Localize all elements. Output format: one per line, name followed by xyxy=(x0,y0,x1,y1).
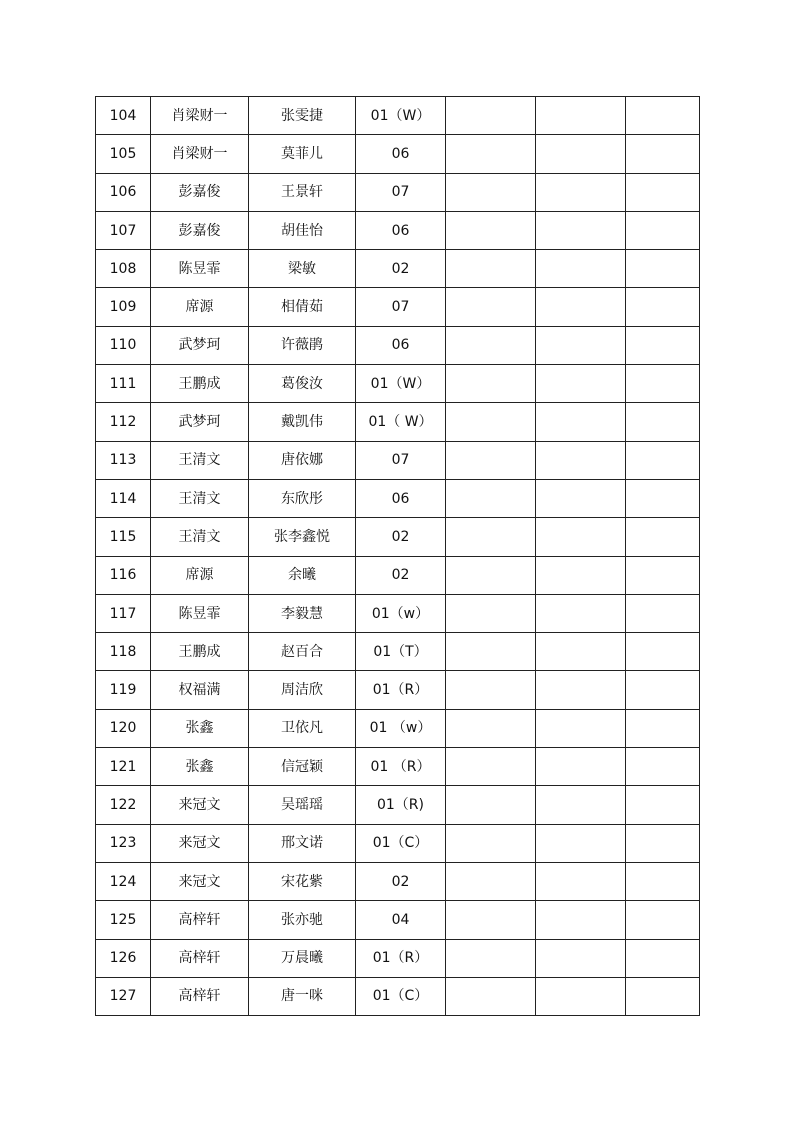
name-cell: 王景轩 xyxy=(249,173,356,211)
row-number-cell: 126 xyxy=(96,939,151,977)
column-b-cell: 王鹏成 xyxy=(151,633,249,671)
code-cell: 02 xyxy=(356,250,446,288)
name-cell: 莫菲儿 xyxy=(249,135,356,173)
code-cell: 06 xyxy=(356,211,446,249)
empty-cell xyxy=(626,403,700,441)
code-cell: 01（R） xyxy=(356,671,446,709)
empty-cell xyxy=(446,939,536,977)
table-row xyxy=(96,901,700,939)
row-number-cell: 124 xyxy=(96,862,151,900)
empty-cell xyxy=(446,824,536,862)
empty-cell xyxy=(626,824,700,862)
row-number-cell: 110 xyxy=(96,326,151,364)
empty-cell xyxy=(626,862,700,900)
table-row xyxy=(96,173,700,211)
name-cell: 戴凯伟 xyxy=(249,403,356,441)
empty-cell xyxy=(536,441,626,479)
name-cell: 吴瑶瑶 xyxy=(249,786,356,824)
column-b-cell: 王清文 xyxy=(151,441,249,479)
empty-cell xyxy=(446,633,536,671)
row-number-cell: 119 xyxy=(96,671,151,709)
empty-cell xyxy=(626,633,700,671)
empty-cell xyxy=(626,594,700,632)
column-b-cell: 肖梁财一 xyxy=(151,97,249,135)
row-number-cell: 123 xyxy=(96,824,151,862)
empty-cell xyxy=(626,786,700,824)
code-cell: 01（w） xyxy=(356,594,446,632)
empty-cell xyxy=(536,939,626,977)
empty-cell xyxy=(536,250,626,288)
empty-cell xyxy=(626,211,700,249)
row-number-cell: 118 xyxy=(96,633,151,671)
name-cell: 张亦驰 xyxy=(249,901,356,939)
empty-cell xyxy=(446,441,536,479)
column-b-cell: 王清文 xyxy=(151,479,249,517)
column-b-cell: 高梓轩 xyxy=(151,901,249,939)
column-b-cell: 权福满 xyxy=(151,671,249,709)
code-cell: 01（R) xyxy=(356,786,446,824)
column-b-cell: 彭嘉俊 xyxy=(151,173,249,211)
empty-cell xyxy=(626,939,700,977)
empty-cell xyxy=(446,977,536,1015)
code-cell: 06 xyxy=(356,135,446,173)
row-number-cell: 114 xyxy=(96,479,151,517)
empty-cell xyxy=(446,403,536,441)
roster-table xyxy=(95,96,700,1016)
name-cell: 邢文诺 xyxy=(249,824,356,862)
name-cell: 赵百合 xyxy=(249,633,356,671)
empty-cell xyxy=(446,326,536,364)
empty-cell xyxy=(626,479,700,517)
empty-cell xyxy=(446,556,536,594)
name-cell: 张雯捷 xyxy=(249,97,356,135)
row-number-cell: 121 xyxy=(96,748,151,786)
table-row xyxy=(96,671,700,709)
column-b-cell: 武梦珂 xyxy=(151,403,249,441)
row-number-cell: 115 xyxy=(96,518,151,556)
empty-cell xyxy=(626,288,700,326)
empty-cell xyxy=(536,748,626,786)
empty-cell xyxy=(536,671,626,709)
table-row xyxy=(96,862,700,900)
column-b-cell: 王清文 xyxy=(151,518,249,556)
empty-cell xyxy=(536,135,626,173)
empty-cell xyxy=(536,556,626,594)
empty-cell xyxy=(626,250,700,288)
table-row xyxy=(96,479,700,517)
empty-cell xyxy=(446,135,536,173)
row-number-cell: 109 xyxy=(96,288,151,326)
empty-cell xyxy=(446,97,536,135)
table-row xyxy=(96,211,700,249)
row-number-cell: 120 xyxy=(96,709,151,747)
table-row xyxy=(96,250,700,288)
column-b-cell: 高梓轩 xyxy=(151,977,249,1015)
column-b-cell: 高梓轩 xyxy=(151,939,249,977)
empty-cell xyxy=(536,786,626,824)
column-b-cell: 来冠文 xyxy=(151,862,249,900)
code-cell: 04 xyxy=(356,901,446,939)
empty-cell xyxy=(536,479,626,517)
empty-cell xyxy=(626,709,700,747)
column-b-cell: 张鑫 xyxy=(151,709,249,747)
empty-cell xyxy=(626,173,700,211)
empty-cell xyxy=(626,748,700,786)
table-row xyxy=(96,556,700,594)
empty-cell xyxy=(446,518,536,556)
row-number-cell: 104 xyxy=(96,97,151,135)
empty-cell xyxy=(446,862,536,900)
empty-cell xyxy=(446,901,536,939)
table-row xyxy=(96,326,700,364)
empty-cell xyxy=(626,441,700,479)
empty-cell xyxy=(626,671,700,709)
table-row xyxy=(96,403,700,441)
name-cell: 胡佳怡 xyxy=(249,211,356,249)
empty-cell xyxy=(536,824,626,862)
column-b-cell: 武梦珂 xyxy=(151,326,249,364)
code-cell: 02 xyxy=(356,556,446,594)
empty-cell xyxy=(536,977,626,1015)
column-b-cell: 陈昱霏 xyxy=(151,250,249,288)
row-number-cell: 122 xyxy=(96,786,151,824)
column-b-cell: 彭嘉俊 xyxy=(151,211,249,249)
row-number-cell: 117 xyxy=(96,594,151,632)
code-cell: 01（C） xyxy=(356,977,446,1015)
empty-cell xyxy=(536,594,626,632)
name-cell: 卫依凡 xyxy=(249,709,356,747)
name-cell: 许薇鹃 xyxy=(249,326,356,364)
table-row xyxy=(96,97,700,135)
table-row xyxy=(96,824,700,862)
table-row xyxy=(96,786,700,824)
row-number-cell: 111 xyxy=(96,365,151,403)
table-row xyxy=(96,441,700,479)
code-cell: 01 （R） xyxy=(356,748,446,786)
row-number-cell: 105 xyxy=(96,135,151,173)
table-body xyxy=(96,97,700,1016)
empty-cell xyxy=(446,786,536,824)
empty-cell xyxy=(626,977,700,1015)
column-b-cell: 王鹏成 xyxy=(151,365,249,403)
column-b-cell: 来冠文 xyxy=(151,786,249,824)
name-cell: 梁敏 xyxy=(249,250,356,288)
code-cell: 07 xyxy=(356,288,446,326)
table-row xyxy=(96,939,700,977)
empty-cell xyxy=(626,556,700,594)
empty-cell xyxy=(536,173,626,211)
table-row xyxy=(96,633,700,671)
table-row xyxy=(96,594,700,632)
column-b-cell: 来冠文 xyxy=(151,824,249,862)
code-cell: 01（T） xyxy=(356,633,446,671)
row-number-cell: 106 xyxy=(96,173,151,211)
row-number-cell: 113 xyxy=(96,441,151,479)
empty-cell xyxy=(536,288,626,326)
empty-cell xyxy=(446,365,536,403)
name-cell: 万晨曦 xyxy=(249,939,356,977)
code-cell: 07 xyxy=(356,441,446,479)
table-row xyxy=(96,135,700,173)
name-cell: 唐一咪 xyxy=(249,977,356,1015)
column-b-cell: 席源 xyxy=(151,556,249,594)
code-cell: 01（ W） xyxy=(356,403,446,441)
row-number-cell: 116 xyxy=(96,556,151,594)
empty-cell xyxy=(536,211,626,249)
table-row xyxy=(96,365,700,403)
code-cell: 01 （w） xyxy=(356,709,446,747)
name-cell: 相倩茹 xyxy=(249,288,356,326)
name-cell: 宋花紫 xyxy=(249,862,356,900)
name-cell: 李毅慧 xyxy=(249,594,356,632)
column-b-cell: 席源 xyxy=(151,288,249,326)
code-cell: 02 xyxy=(356,518,446,556)
empty-cell xyxy=(536,365,626,403)
empty-cell xyxy=(626,97,700,135)
row-number-cell: 127 xyxy=(96,977,151,1015)
table-row xyxy=(96,288,700,326)
empty-cell xyxy=(446,479,536,517)
empty-cell xyxy=(446,594,536,632)
empty-cell xyxy=(446,709,536,747)
empty-cell xyxy=(536,326,626,364)
empty-cell xyxy=(446,173,536,211)
code-cell: 01（W） xyxy=(356,365,446,403)
code-cell: 01（C） xyxy=(356,824,446,862)
code-cell: 06 xyxy=(356,326,446,364)
empty-cell xyxy=(446,671,536,709)
empty-cell xyxy=(536,403,626,441)
code-cell: 06 xyxy=(356,479,446,517)
column-b-cell: 张鑫 xyxy=(151,748,249,786)
table-row xyxy=(96,977,700,1015)
name-cell: 唐依娜 xyxy=(249,441,356,479)
name-cell: 葛俊汝 xyxy=(249,365,356,403)
empty-cell xyxy=(536,709,626,747)
empty-cell xyxy=(446,211,536,249)
name-cell: 信冠颖 xyxy=(249,748,356,786)
name-cell: 周洁欣 xyxy=(249,671,356,709)
column-b-cell: 陈昱霏 xyxy=(151,594,249,632)
table-row xyxy=(96,748,700,786)
row-number-cell: 112 xyxy=(96,403,151,441)
row-number-cell: 125 xyxy=(96,901,151,939)
empty-cell xyxy=(536,901,626,939)
empty-cell xyxy=(626,901,700,939)
row-number-cell: 108 xyxy=(96,250,151,288)
empty-cell xyxy=(536,862,626,900)
empty-cell xyxy=(626,326,700,364)
empty-cell xyxy=(536,633,626,671)
empty-cell xyxy=(626,365,700,403)
empty-cell xyxy=(446,250,536,288)
empty-cell xyxy=(446,288,536,326)
code-cell: 01（R） xyxy=(356,939,446,977)
empty-cell xyxy=(626,518,700,556)
name-cell: 东欣彤 xyxy=(249,479,356,517)
empty-cell xyxy=(536,97,626,135)
code-cell: 02 xyxy=(356,862,446,900)
empty-cell xyxy=(446,748,536,786)
table-row xyxy=(96,709,700,747)
name-cell: 余曦 xyxy=(249,556,356,594)
code-cell: 01（W） xyxy=(356,97,446,135)
code-cell: 07 xyxy=(356,173,446,211)
table-row xyxy=(96,518,700,556)
name-cell: 张李鑫悦 xyxy=(249,518,356,556)
column-b-cell: 肖梁财一 xyxy=(151,135,249,173)
empty-cell xyxy=(536,518,626,556)
empty-cell xyxy=(626,135,700,173)
row-number-cell: 107 xyxy=(96,211,151,249)
